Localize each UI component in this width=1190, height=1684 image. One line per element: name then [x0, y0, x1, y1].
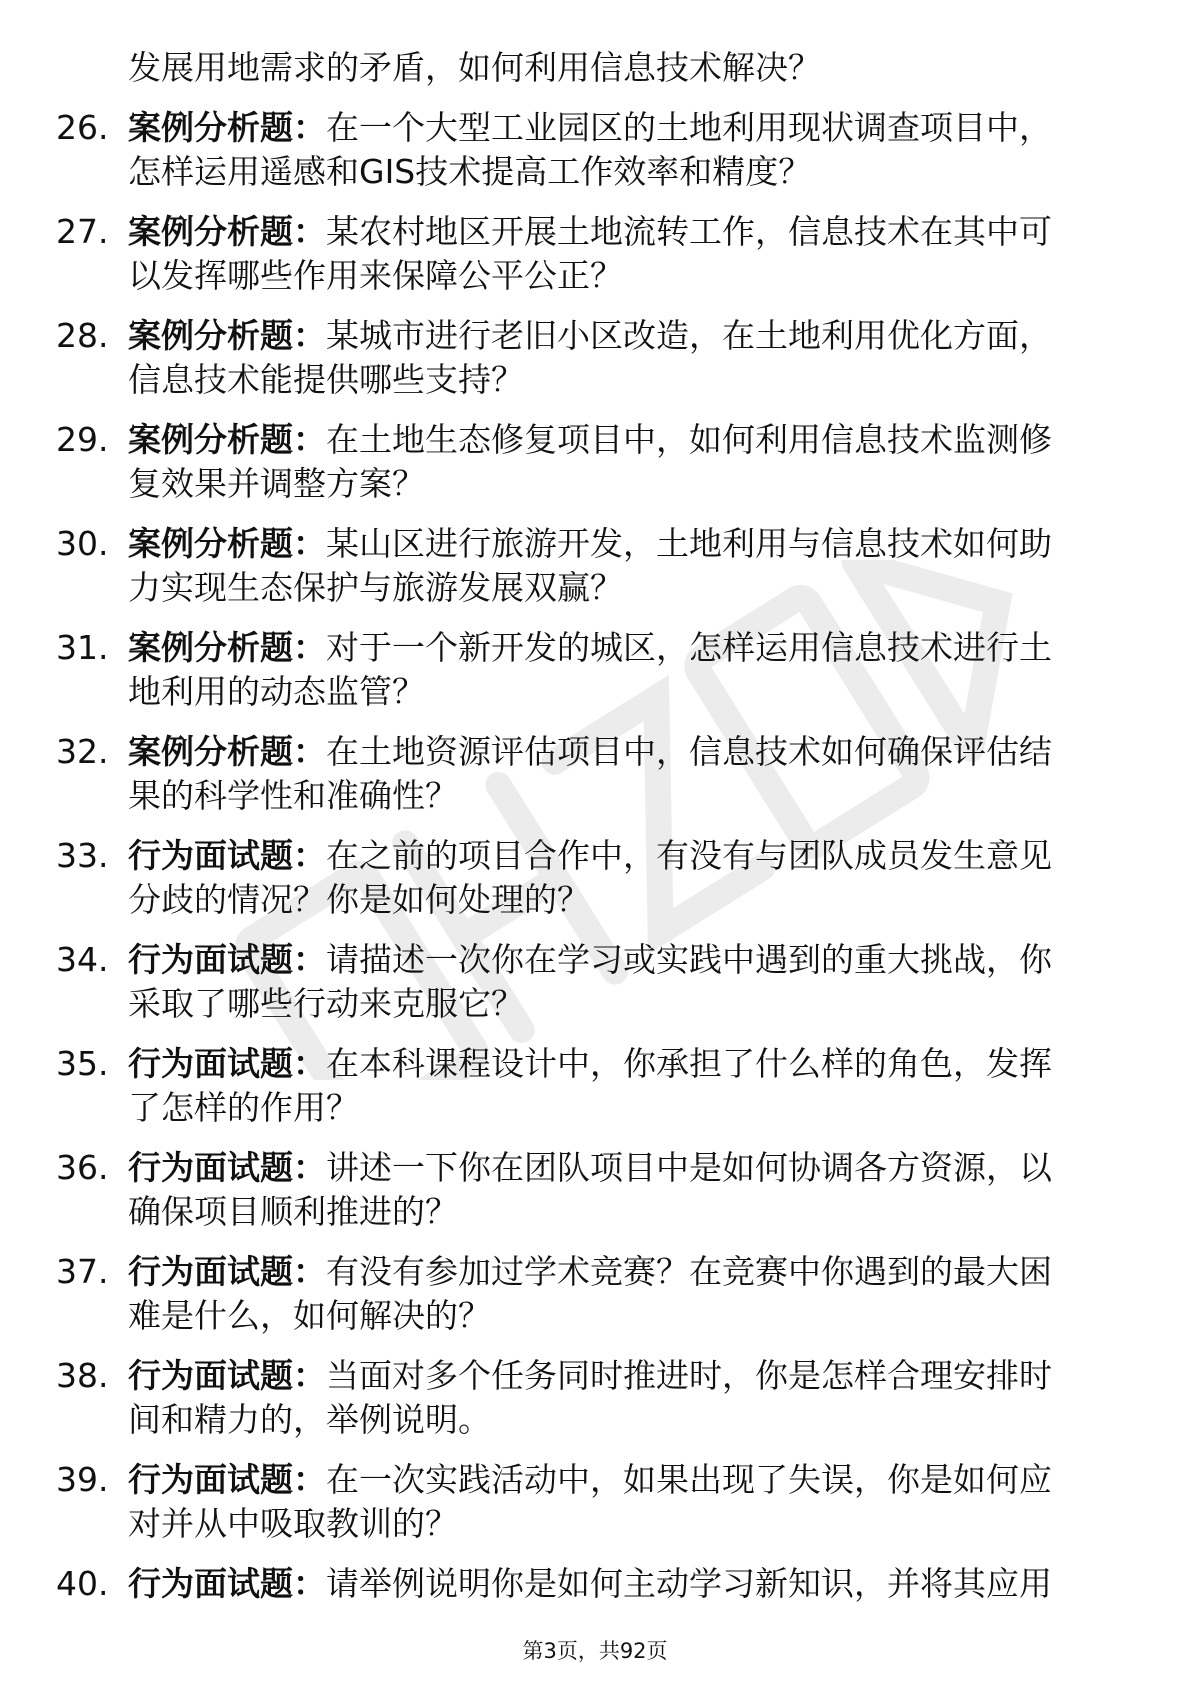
question-number: 33.	[56, 836, 109, 875]
question-item	[0, 314, 1190, 418]
question-type-label: 行为面试题：	[128, 836, 326, 875]
question-number: 35.	[56, 1044, 109, 1083]
question-type-label: 行为面试题：	[128, 940, 326, 979]
question-item	[0, 1250, 1190, 1354]
question-number: 26.	[56, 108, 109, 147]
question-item	[0, 210, 1190, 314]
question-item	[0, 1146, 1190, 1250]
question-text	[128, 834, 1128, 922]
question-type-label: 案例分析题：	[128, 524, 326, 563]
question-line-1: 在一次实践活动中，如果出现了失误，你是如何应	[326, 1460, 1052, 1499]
question-text	[128, 106, 1128, 194]
question-type-label: 案例分析题：	[128, 420, 326, 459]
continued-question-text: 发展用地需求的矛盾，如何利用信息技术解决？	[128, 48, 821, 87]
question-type-label: 案例分析题：	[128, 316, 326, 355]
question-type-label: 行为面试题：	[128, 1460, 326, 1499]
question-line-2: 采取了哪些行动来克服它？	[128, 984, 524, 1023]
question-text	[128, 522, 1128, 610]
question-line-1: 讲述一下你在团队项目中是如何协调各方资源，以	[326, 1148, 1052, 1187]
question-text	[128, 210, 1128, 298]
question-item	[0, 418, 1190, 522]
question-item	[0, 834, 1190, 938]
question-line-2: 确保项目顺利推进的？	[128, 1192, 458, 1231]
question-line-2: 难是什么，如何解决的？	[128, 1296, 491, 1335]
question-line-2: 力实现生态保护与旅游发展双赢？	[128, 568, 623, 607]
question-number: 39.	[56, 1460, 109, 1499]
question-line-1: 当面对多个任务同时推进时，你是怎样合理安排时	[326, 1356, 1052, 1395]
question-text	[128, 314, 1128, 402]
question-type-label: 案例分析题：	[128, 212, 326, 251]
question-line-2: 地利用的动态监管？	[128, 672, 425, 711]
question-item	[0, 1458, 1190, 1562]
question-list	[0, 106, 1190, 1666]
question-line-2: 以发挥哪些作用来保障公平公正？	[128, 256, 623, 295]
question-line-1: 对于一个新开发的城区，怎样运用信息技术进行土	[326, 628, 1052, 667]
page-footer: 第3页，共92页	[522, 1639, 668, 1663]
question-line-1: 某城市进行老旧小区改造，在土地利用优化方面，	[326, 316, 1052, 355]
question-item	[0, 522, 1190, 626]
question-item	[0, 1354, 1190, 1458]
question-line-1: 在一个大型工业园区的土地利用现状调查项目中，	[326, 108, 1052, 147]
question-line-2: 复效果并调整方案？	[128, 464, 425, 503]
question-type-label: 行为面试题：	[128, 1564, 326, 1603]
question-number: 36.	[56, 1148, 109, 1187]
question-text	[128, 1354, 1128, 1442]
question-text	[128, 1250, 1128, 1338]
question-type-label: 行为面试题：	[128, 1044, 326, 1083]
question-type-label: 行为面试题：	[128, 1356, 326, 1395]
question-item	[0, 730, 1190, 834]
question-line-1: 请描述一次你在学习或实践中遇到的重大挑战，你	[326, 940, 1052, 979]
question-number: 34.	[56, 940, 109, 979]
question-line-2: 对并从中吸取教训的？	[128, 1504, 458, 1543]
question-text	[128, 1042, 1128, 1130]
question-line-2: 怎样运用遥感和GIS技术提高工作效率和精度？	[128, 152, 812, 191]
question-line-1: 在土地资源评估项目中，信息技术如何确保评估结	[326, 732, 1052, 771]
question-text	[128, 1562, 1128, 1606]
question-type-label: 案例分析题：	[128, 732, 326, 771]
question-line-2: 间和精力的，举例说明。	[128, 1400, 491, 1439]
question-number: 40.	[56, 1564, 109, 1603]
question-number: 31.	[56, 628, 109, 667]
question-item	[0, 1042, 1190, 1146]
question-number: 27.	[56, 212, 109, 251]
question-number: 29.	[56, 420, 109, 459]
question-type-label: 案例分析题：	[128, 628, 326, 667]
question-line-1: 某山区进行旅游开发，土地利用与信息技术如何助	[326, 524, 1052, 563]
question-line-1: 有没有参加过学术竞赛？在竞赛中你遇到的最大困	[326, 1252, 1052, 1291]
question-text	[128, 730, 1128, 818]
question-line-2: 信息技术能提供哪些支持？	[128, 360, 524, 399]
question-line-1: 在本科课程设计中，你承担了什么样的角色，发挥	[326, 1044, 1052, 1083]
question-line-2: 果的科学性和准确性？	[128, 776, 458, 815]
question-number: 32.	[56, 732, 109, 771]
question-number: 37.	[56, 1252, 109, 1291]
question-item	[0, 106, 1190, 210]
question-text	[128, 418, 1128, 506]
question-text	[128, 626, 1128, 714]
question-type-label: 案例分析题：	[128, 108, 326, 147]
question-text	[128, 938, 1128, 1026]
question-item	[0, 626, 1190, 730]
question-type-label: 行为面试题：	[128, 1252, 326, 1291]
question-item	[0, 938, 1190, 1042]
question-line-1: 请举例说明你是如何主动学习新知识，并将其应用	[326, 1564, 1052, 1603]
question-type-label: 行为面试题：	[128, 1148, 326, 1187]
question-text	[128, 1458, 1128, 1546]
question-line-1: 在土地生态修复项目中，如何利用信息技术监测修	[326, 420, 1052, 459]
question-line-2: 分歧的情况？你是如何处理的？	[128, 880, 590, 919]
question-number: 28.	[56, 316, 109, 355]
question-number: 30.	[56, 524, 109, 563]
question-text	[128, 1146, 1128, 1234]
question-line-2: 了怎样的作用？	[128, 1088, 359, 1127]
question-line-1: 在之前的项目合作中，有没有与团队成员发生意见	[326, 836, 1052, 875]
question-number: 38.	[56, 1356, 109, 1395]
question-line-1: 某农村地区开展土地流转工作，信息技术在其中可	[326, 212, 1052, 251]
